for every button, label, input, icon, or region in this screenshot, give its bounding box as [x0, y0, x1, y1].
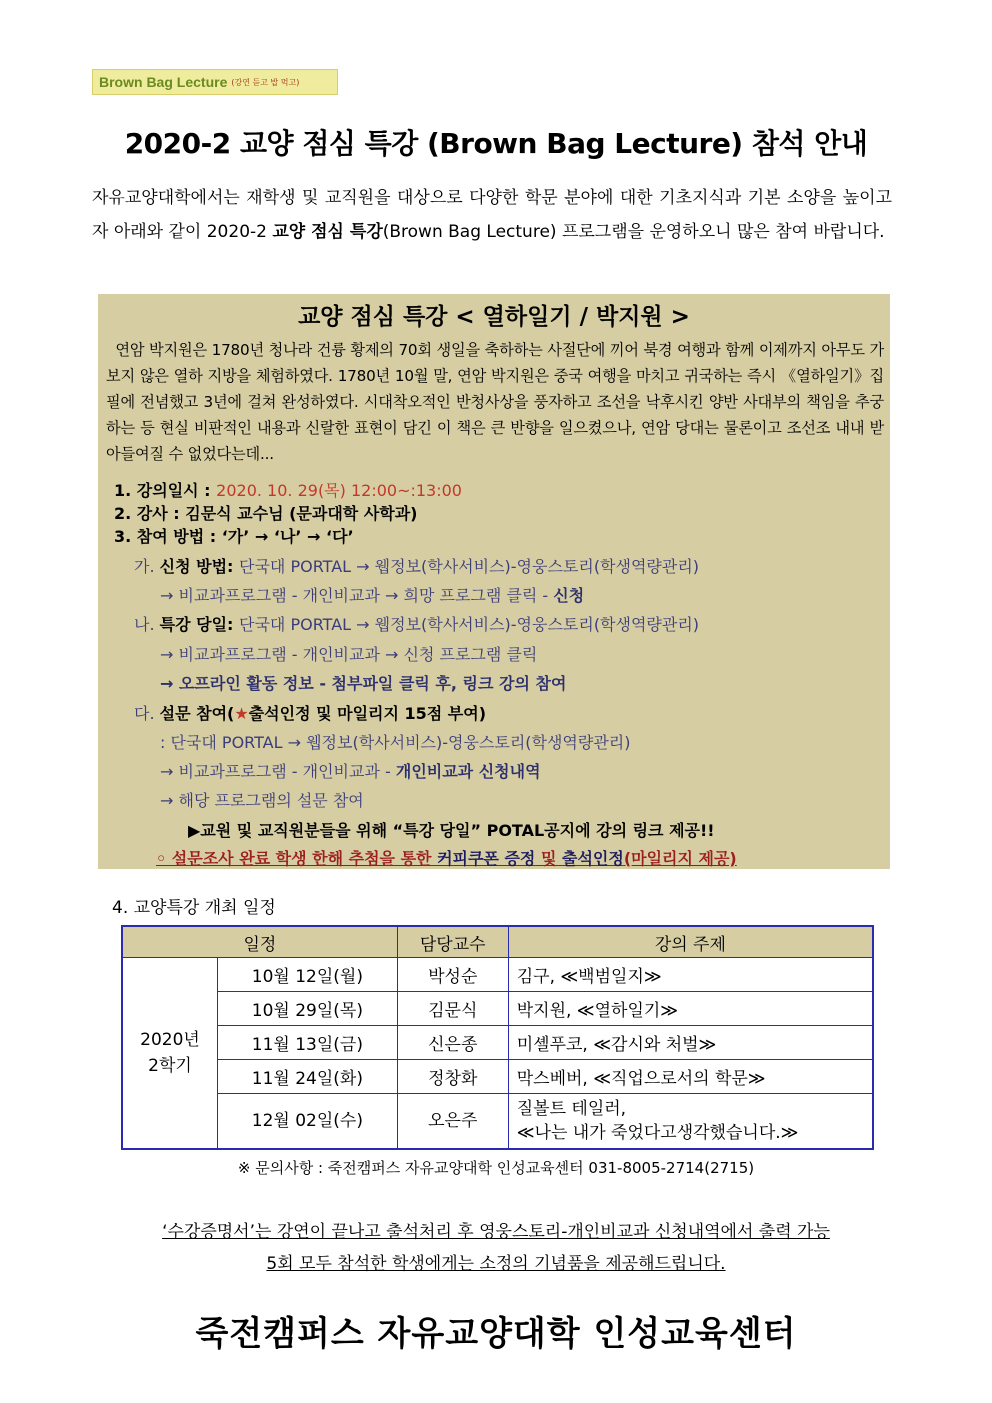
page-title: 2020-2 교양 점심 특강 (Brown Bag Lecture) 참석 안내 [124, 127, 868, 160]
gift-notice: 5회 모두 참석한 학생에게는 소정의 기념품을 제공해드립니다. [266, 1254, 726, 1274]
date-cell: 11월 24일(화) [218, 1060, 398, 1094]
date-cell: 11월 13일(금) [218, 1026, 398, 1060]
lecture-description [106, 337, 884, 467]
step-ga-path [160, 583, 584, 606]
table-header-row [122, 926, 873, 958]
theme-cell [508, 1094, 873, 1150]
table-row [122, 1060, 873, 1094]
step-ga [134, 554, 699, 577]
table-row [122, 992, 873, 1026]
theme-cell: 미셸푸코, ≪감시와 처벌≫ [508, 1026, 873, 1060]
faculty-notice: ▶교원 및 교직원분들을 위해 “특강 당일” POTAL공지에 강의 링크 제공!! [188, 821, 715, 840]
professor-cell: 김문식 [397, 992, 508, 1026]
professor-cell: 오은주 [397, 1094, 508, 1150]
date-cell: 10월 12일(월) [218, 958, 398, 992]
step-ga-line2: → 비교과프로그램 - 개인비교과 → 희망 프로그램 클릭 - [160, 586, 554, 605]
table-row [122, 1026, 873, 1060]
lecture-box-title: 교양 점심 특강 < 열하일기 / 박지원 > [298, 304, 690, 330]
intro-text-1: 자유교양대학에서는 재학생 및 교직원을 대상으로 다양한 학문 분야에 대한 기초지식과 기본 소양을 높이고자 아래와 같이 2020-2 [92, 188, 892, 242]
star-icon: ★ [234, 704, 249, 723]
item-lecturer: 2. 강사 : 김문식 교수님 (문과대학 사학과) [114, 504, 418, 523]
header-date: 일정 [122, 926, 397, 958]
survey-notice-a: ◦ 설문조사 완료 학생 한해 추첨을 통한 [156, 849, 438, 868]
intro-paragraph [92, 181, 892, 249]
certificate-notice: ‘수강증명서’는 강연이 끝나고 출석처리 후 영웅스토리-개인비교과 신청내역에서 출력 가능 [162, 1222, 830, 1242]
item-participation: 3. 참여 방법 : ‘가’ → ‘나’ → ‘다’ [114, 527, 354, 546]
survey-notice-e: (마일리지 제공) [623, 849, 737, 868]
step-ga-line1: 단국대 PORTAL → 웹정보(학사서비스)-영웅스토리(학생역량관리) [239, 557, 700, 576]
step-da-survey: → 해당 프로그램의 설문 참여 [160, 791, 364, 810]
datetime-value: 2020. 10. 29(목) 12:00~:13:00 [216, 481, 462, 500]
step-na [134, 612, 699, 635]
table-row [122, 958, 873, 992]
step-da-label: 다. [134, 704, 160, 723]
item-lecture-datetime [114, 478, 462, 501]
theme-cell: 박지원, ≪열하일기≫ [508, 992, 873, 1026]
step-na-online: → 오프라인 활동 정보 - 첨부파일 클릭 후, 링크 강의 참여 [160, 674, 567, 693]
theme-cell: 김구, ≪백범일지≫ [508, 958, 873, 992]
step-da-path [160, 759, 541, 782]
step-na-label: 나. [134, 615, 160, 634]
table-row [122, 1094, 873, 1150]
schedule-title: 4. 교양특강 개최 일정 [112, 898, 276, 918]
step-da [134, 701, 486, 724]
survey-notice-attendance: 출석인정 [561, 849, 624, 868]
logo-main-text: Brown Bag Lecture [99, 74, 228, 90]
survey-notice [156, 846, 737, 869]
intro-text-2: (Brown Bag Lecture) 프로그램을 운영하오니 많은 참여 바랍니다. [382, 222, 885, 242]
step-ga-title: 신청 방법: [159, 557, 240, 576]
brown-bag-logo [92, 69, 338, 95]
datetime-label: 1. 강의일시 : [114, 481, 217, 500]
theme-line-1: 질볼트 테일러, [516, 1099, 627, 1119]
footer-organization: 죽전캠퍼스 자유교양대학 인성교육센터 [195, 1314, 797, 1354]
professor-cell: 정창화 [397, 1060, 508, 1094]
step-na-path: → 비교과프로그램 - 개인비교과 → 신청 프로그램 클릭 [160, 645, 538, 664]
step-da-line2: → 비교과프로그램 - 개인비교과 - [160, 762, 396, 781]
lecture-info-box [98, 294, 890, 869]
logo-sub-text: (강연 듣고 밥 먹고) [231, 77, 300, 87]
survey-notice-c: 및 [535, 849, 562, 868]
theme-cell: 막스베버, ≪직업으로서의 학문≫ [508, 1060, 873, 1094]
step-da-history: 개인비교과 신청내역 [395, 762, 541, 781]
header-theme: 강의 주제 [508, 926, 873, 958]
header-professor: 담당교수 [397, 926, 508, 958]
professor-cell: 신은종 [397, 1026, 508, 1060]
step-da-title-b: 출석인정 및 마일리지 15점 부여) [248, 704, 487, 723]
step-da-title-a: 설문 참여( [159, 704, 235, 723]
schedule-table [121, 925, 874, 1150]
intro-bold: 교양 점심 특강 [272, 222, 383, 242]
professor-cell: 박성순 [397, 958, 508, 992]
step-da-line1: : 단국대 PORTAL → 웹정보(학사서비스)-영웅스토리(학생역량관리) [160, 733, 631, 752]
date-cell: 10월 29일(목) [218, 992, 398, 1026]
step-na-title: 특강 당일: [159, 615, 240, 634]
survey-notice-coupon: 커피쿠폰 증정 [437, 849, 536, 868]
step-ga-label: 가. [134, 557, 160, 576]
step-na-line1: 단국대 PORTAL → 웹정보(학사서비스)-영웅스토리(학생역량관리) [239, 615, 700, 634]
contact-info: ※ 문의사항 : 죽전캠퍼스 자유교양대학 인성교육센터 031-8005-2714(2715) [237, 1159, 755, 1177]
step-ga-apply: 신청 [553, 586, 585, 605]
theme-line-2: ≪나는 내가 죽었다고생각했습니다.≫ [516, 1123, 799, 1143]
semester-cell: 2020년 2학기 [122, 958, 218, 1150]
date-cell: 12월 02일(수) [218, 1094, 398, 1150]
lecture-description-text: 연암 박지원은 1780년 청나라 건륭 황제의 70회 생일을 축하하는 사절단에 끼어 북경 여행과 함께 이제까지 아무도 가보지 않은 열하 지방을 체험하였다. 1780년 10월 말, 연암 박지원은 중국 여행을 마치고 귀국하는 즉시 《열하일기》집필에 전념했고 3년에 걸쳐 완성하였다. 시대착오적인 반청사상을 풍자하고 조선을 낙후시킨 양반 사대부의 책임을 추궁하는 등 현실 비판적인 내용과 신랄한 표현이 담긴 이 책은 큰 반향을 일으켰으나, 연암 당대는 물론이고 조선조 내내 받아들여질 수 없었다는데... [106, 341, 884, 463]
